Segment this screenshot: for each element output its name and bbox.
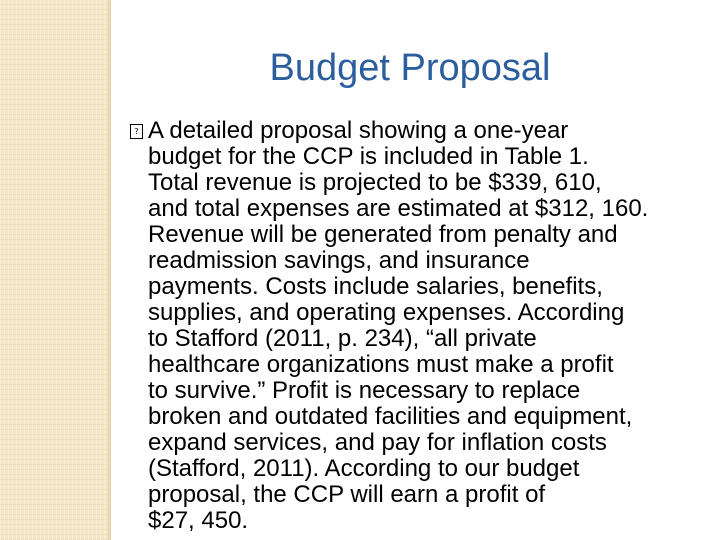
- paragraph-line: Revenue will be generated from penalty and: [148, 221, 618, 248]
- paragraph-line: payments. Costs include salaries, benefits,: [148, 273, 603, 300]
- decorative-side-band: [0, 0, 108, 540]
- paragraph-line: to survive.” Profit is necessary to replace: [148, 377, 581, 404]
- paragraph-line: supplies, and operating expenses. According: [148, 299, 625, 326]
- paragraph-line: Total revenue is projected to be $339, 610,: [148, 169, 602, 196]
- paragraph-line: broken and outdated facilities and equipment,: [148, 403, 633, 430]
- paragraph-line: $27, 450.: [148, 507, 249, 534]
- paragraph-line: budget for the CCP is included in Table 1.: [148, 143, 589, 170]
- paragraph-line: expand services, and pay for inflation costs: [148, 429, 607, 456]
- slide-title: Budget Proposal: [269, 47, 551, 89]
- slide-body: [130, 118, 708, 534]
- paragraph-line: and total expenses are estimated at $312, 160.: [148, 195, 649, 222]
- paragraph-line: (Stafford, 2011). According to our budget: [148, 455, 580, 482]
- paragraph-line: readmission savings, and insurance: [148, 247, 530, 274]
- paragraph-line: A detailed proposal showing a one-year: [148, 117, 569, 144]
- side-band-edge: [108, 0, 111, 540]
- paragraph-line: proposal, the CCP will earn a profit of: [148, 481, 546, 508]
- bullet-paragraph: [130, 118, 708, 534]
- replacement-char-box-icon: ?: [130, 124, 143, 139]
- paragraph-line: healthcare organizations must make a profit: [148, 351, 614, 378]
- paragraph-line: to Stafford (2011, p. 234), “all private: [148, 325, 537, 352]
